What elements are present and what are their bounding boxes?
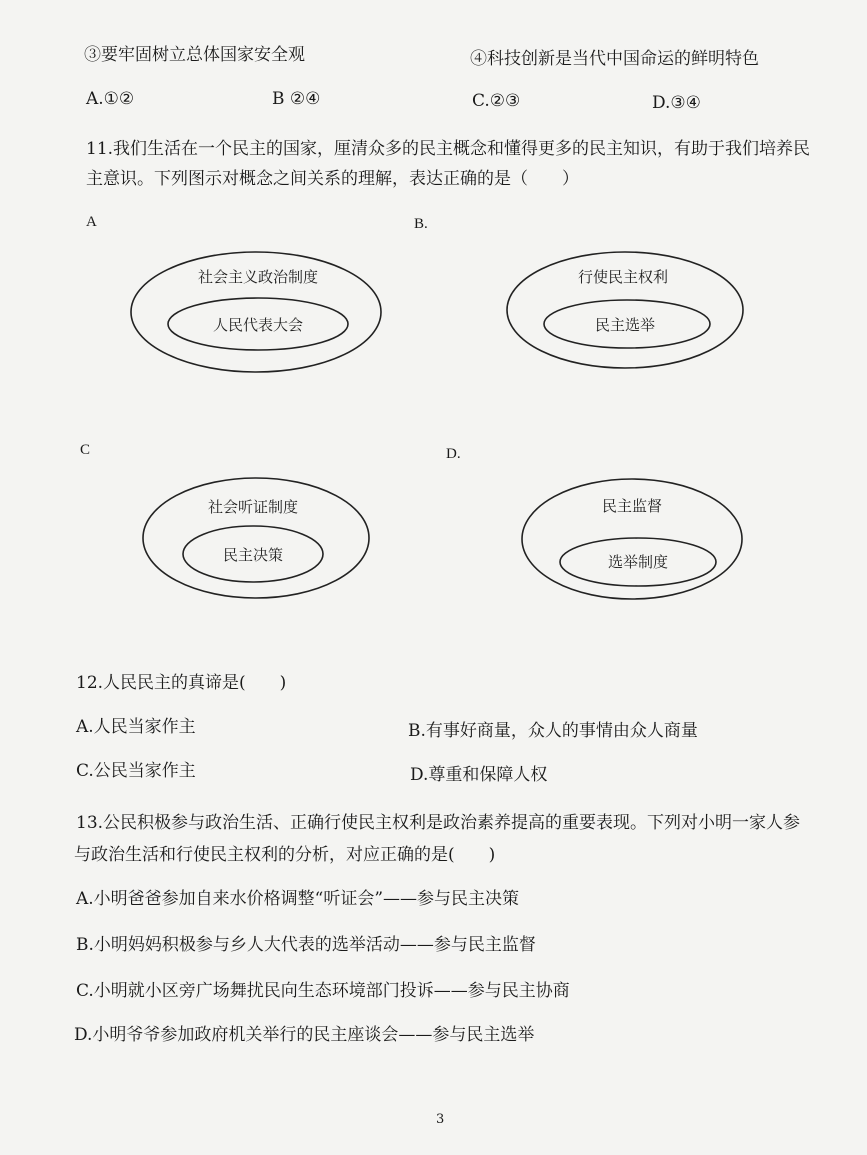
q12-stem: 12.人民民主的真谛是( ) xyxy=(76,673,287,693)
diagram-b-label: B. xyxy=(414,216,428,232)
q12-option-c: C.公民当家作主 xyxy=(76,761,196,781)
q10-option-b: B ②④ xyxy=(272,89,321,109)
diagram-c-outer-text: 社会听证制度 xyxy=(207,498,299,516)
diagram-c-label: C xyxy=(80,442,91,458)
diagram-d-outer-text: 民主监督 xyxy=(601,497,663,515)
q12-option-d: D.尊重和保障人权 xyxy=(410,765,548,785)
q13-option-a: A.小明爸爸参加自来水价格调整“听证会”——参与民主决策 xyxy=(76,889,520,909)
q11-stem-line1: 11.我们生活在一个民主的国家，厘清众多的民主概念和懂得更多的民主知识，有助于我们培养民 xyxy=(86,139,811,159)
q13-stem-line1: 13.公民积极参与政治生活、正确行使民主权利是政治素养提高的重要表现。下列对小明一家人参 xyxy=(76,813,801,833)
diagram-b-inner-text: 民主选举 xyxy=(594,316,656,334)
page-number: 3 xyxy=(436,1112,445,1127)
diagram-d xyxy=(520,477,744,603)
diagram-a-label: A xyxy=(86,214,97,230)
q10-option-c: C.②③ xyxy=(472,91,521,111)
q12-option-b: B.有事好商量，众人的事情由众人商量 xyxy=(408,721,698,741)
diagram-a-inner-text: 人民代表大会 xyxy=(212,316,304,334)
q10-option-d: D.③④ xyxy=(652,93,701,113)
q13-option-d: D.小明爷爷参加政府机关举行的民主座谈会——参与民主选举 xyxy=(74,1025,535,1045)
diagram-a-outer-text: 社会主义政治制度 xyxy=(197,268,319,286)
q12-option-a: A.人民当家作主 xyxy=(76,717,196,737)
q10-statement-4: ④科技创新是当代中国命运的鲜明特色 xyxy=(470,49,759,69)
diagram-c-outer-ellipse xyxy=(143,478,369,598)
q13-stem-line2: 与政治生活和行使民主权利的分析，对应正确的是( ) xyxy=(74,845,496,865)
q10-option-a: A.①② xyxy=(86,89,135,109)
diagram-a xyxy=(128,248,384,376)
diagram-c xyxy=(141,474,371,602)
q11-stem-line2: 主意识。下列图示对概念之间关系的理解，表达正确的是（ ） xyxy=(86,169,579,189)
q13-option-c: C.小明就小区旁广场舞扰民向生态环境部门投诉——参与民主协商 xyxy=(76,981,570,1001)
diagram-b xyxy=(505,250,745,372)
diagram-c-inner-text: 民主决策 xyxy=(222,546,284,564)
diagram-d-label: D. xyxy=(446,446,461,462)
diagram-b-outer-text: 行使民主权利 xyxy=(577,268,669,286)
q13-option-b: B.小明妈妈积极参与乡人大代表的选举活动——参与民主监督 xyxy=(76,935,536,955)
q10-statement-3: ③要牢固树立总体国家安全观 xyxy=(84,45,305,65)
diagram-d-inner-text: 选举制度 xyxy=(607,553,669,571)
